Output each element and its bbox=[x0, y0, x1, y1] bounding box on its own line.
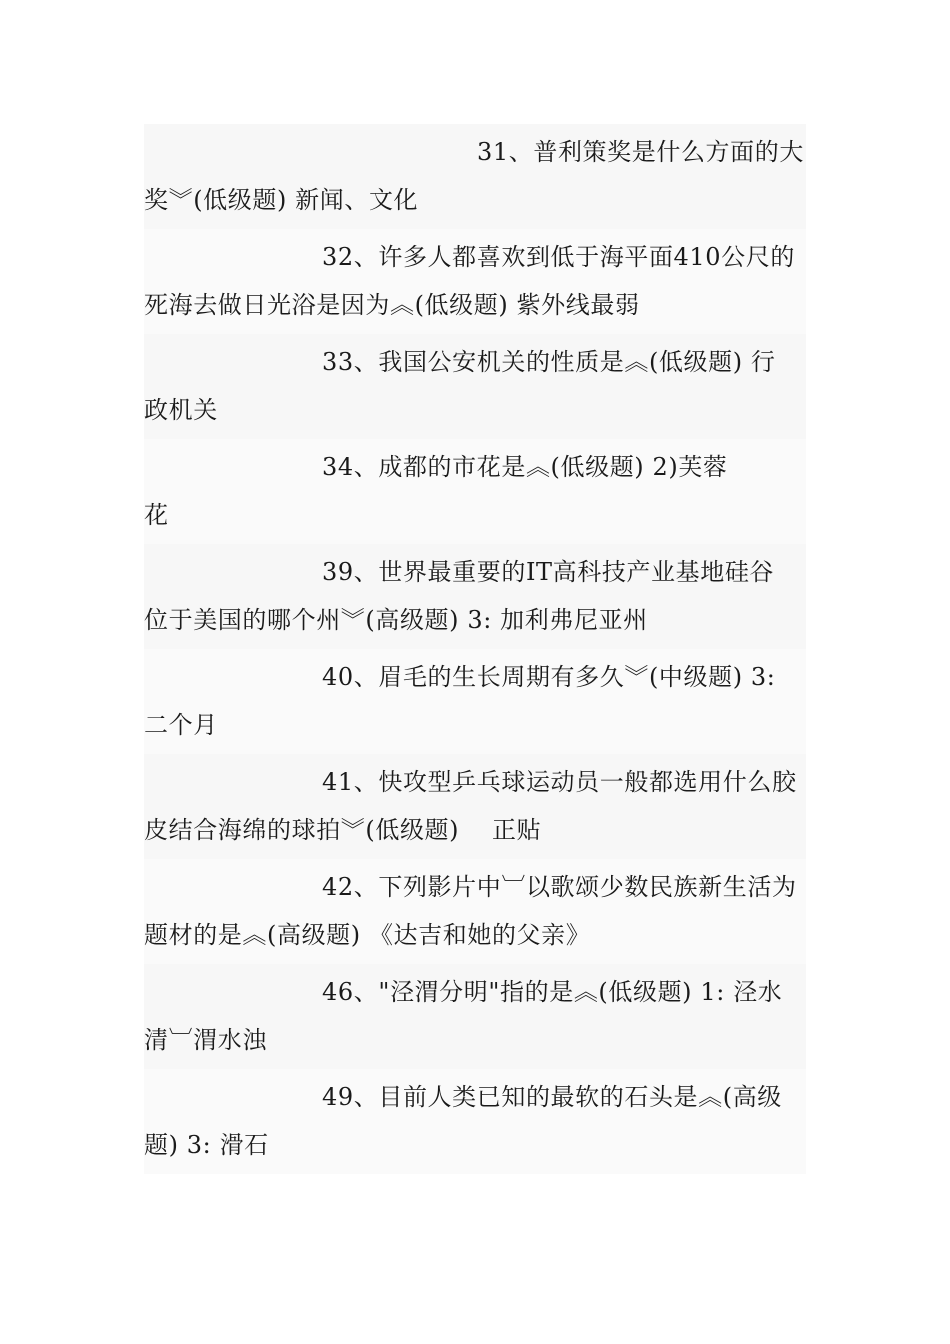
question-line: 46、"泾渭分明"指的是︽(低级题) 1: 泾水 bbox=[322, 978, 783, 1006]
question-line: 33、我国公安机关的性质是︽(低级题) 行 bbox=[322, 348, 776, 376]
question-continuation: 清︺渭水浊 bbox=[144, 1026, 267, 1054]
question-continuation: 二个月 bbox=[144, 711, 218, 739]
qa-item bbox=[144, 544, 806, 649]
question-line: 32、许多人都喜欢到低于海平面410公尺的 bbox=[322, 243, 795, 271]
question-continuation: 死海去做日光浴是因为︽(低级题) 紫外线最弱 bbox=[144, 291, 640, 319]
question-line: 39、世界最重要的IT高科技产业基地硅谷 bbox=[322, 558, 775, 586]
question-continuation: 题) 3: 滑石 bbox=[144, 1131, 269, 1159]
qa-item bbox=[144, 754, 806, 859]
question-continuation: 位于美国的哪个州︾(高级题) 3: 加利弗尼亚州 bbox=[144, 606, 648, 634]
qa-item bbox=[144, 859, 806, 964]
question-continuation: 花 bbox=[144, 501, 169, 529]
document-body bbox=[144, 124, 806, 1174]
question-continuation: 奖︾(低级题) 新闻、文化 bbox=[144, 186, 419, 214]
qa-item bbox=[144, 649, 806, 754]
question-line: 34、成都的市花是︽(低级题) 2)芙蓉 bbox=[322, 453, 728, 481]
qa-item bbox=[144, 439, 806, 544]
qa-item bbox=[144, 1069, 806, 1174]
qa-item bbox=[144, 334, 806, 439]
question-line: 42、下列影片中︺以歌颂少数民族新生活为 bbox=[322, 873, 797, 901]
question-continuation: 政机关 bbox=[144, 396, 218, 424]
question-continuation: 皮结合海绵的球拍︾(低级题) 正贴 bbox=[144, 816, 542, 844]
question-line: 31、普利策奖是什么方面的大 bbox=[477, 138, 804, 166]
qa-item bbox=[144, 229, 806, 334]
question-line: 49、目前人类已知的最软的石头是︽(高级 bbox=[322, 1083, 782, 1111]
qa-item bbox=[144, 124, 806, 229]
question-line: 41、快攻型乒乓球运动员一般都选用什么胶 bbox=[322, 768, 797, 796]
question-line: 40、眉毛的生长周期有多久︾(中级题) 3: bbox=[322, 663, 776, 691]
qa-item bbox=[144, 964, 806, 1069]
question-continuation: 题材的是︽(高级题) 《达吉和她的父亲》 bbox=[144, 921, 591, 949]
